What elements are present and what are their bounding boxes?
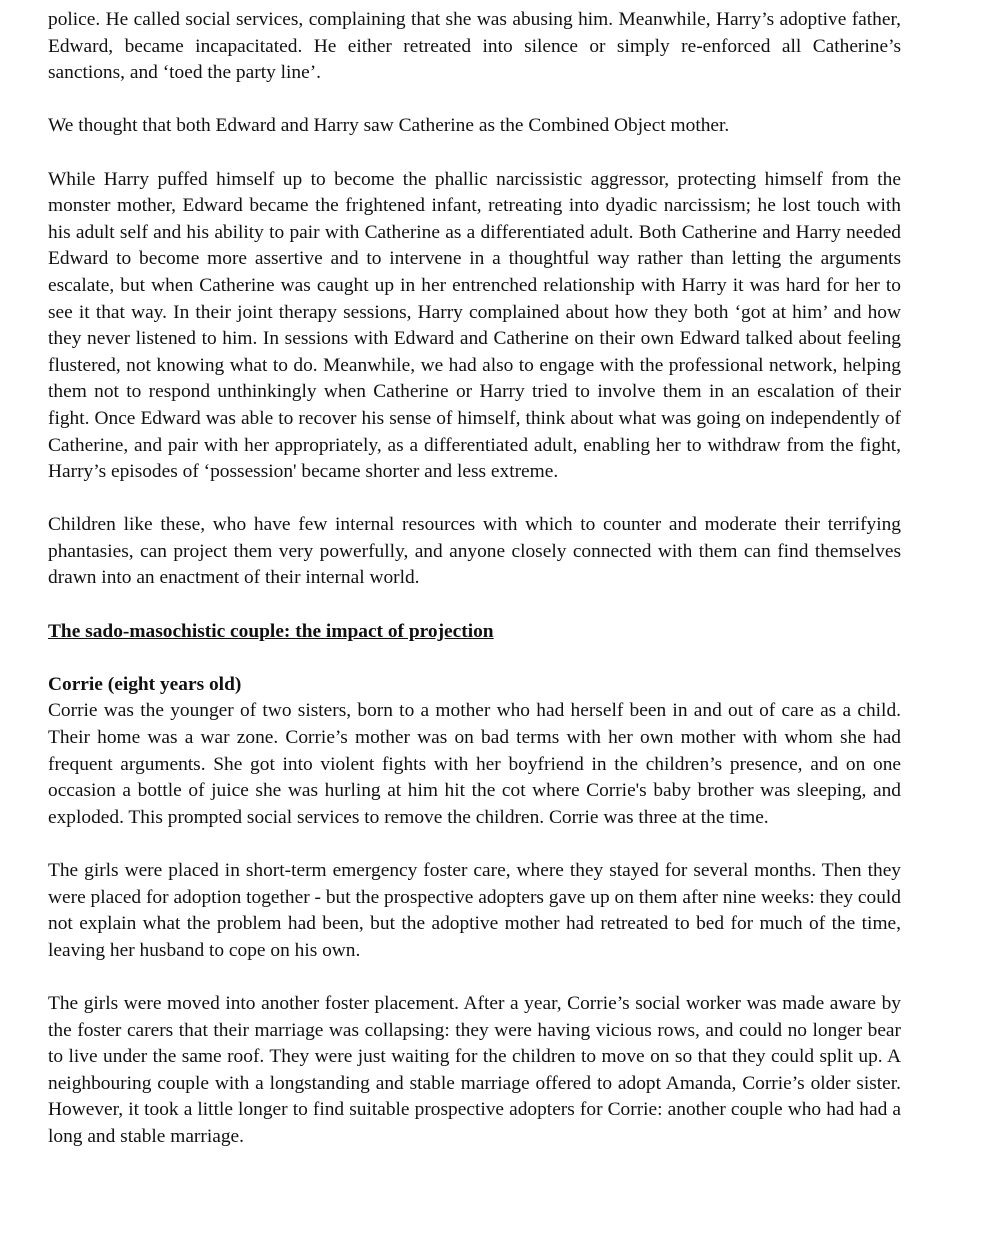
case-heading: Corrie (eight years old) xyxy=(48,673,242,695)
paragraph-children-projection: Children like these, who have few internal resources with which to counter and moderate their terrifying phantasies, can project them very powerfully, and anyone closely connected with them can find themselves drawn into an enactment of their internal world. xyxy=(48,514,901,589)
paragraph-police-complaint: police. He called social services, complaining that she was abusing him. Meanwhile, Harry’s adoptive father, Edward, became incapacitated. He either retreated into silence or simply re-enforced all Catherine’s sanctions, and ‘toed the party line’. xyxy=(48,9,901,84)
paragraph-foster-placement: The girls were moved into another foster placement. After a year, Corrie’s social worker was made aware by the foster carers that their marriage was collapsing: they were having vicious rows, and could no longer bear to live under the same roof. They were just waiting for the children to move on so that they could split up. A neighbouring couple with a longstanding and stable marriage offered to adopt Amanda, Corrie’s older sister. However, it took a little longer to find suitable prospective adopters for Corrie: another couple who had had a long and stable marriage. xyxy=(48,992,901,1147)
paragraph-edward-harry-dynamics: While Harry puffed himself up to become the phallic narcissistic aggressor, protecting himself from the monster mother, Edward became the frightened infant, retreating into dyadic narcissism; he lost touch with his adult self and his ability to pair with Catherine as a differentiated adult. Both Catherine and Harry needed Edward to become more assertive and to intervene in a thoughtful way rather than letting the arguments escalate, but when Catherine was caught up in her entrenched relationship with Harry it was hard for her to see it that way. In their joint therapy sessions, Harry complained about how they both ‘got at him’ and how they never listened to him. In sessions with Edward and Catherine on their own Edward talked about feeling flustered, not knowing what to do. Meanwhile, we had also to engage with the professional network, helping them not to respond unthinkingly when Catherine or Harry tried to involve them in an escalation of their fight. Once Edward was able to recover his sense of himself, think about what was going on independently of Catherine, and pair with her appropriately, as a differentiated adult, enabling her to withdraw from the fight, Harry’s episodes of ‘possession' became shorter and less extreme. xyxy=(48,168,901,483)
paragraph-combined-object: We thought that both Edward and Harry saw Catherine as the Combined Object mother. xyxy=(48,115,730,137)
paragraph-foster-care: The girls were placed in short-term emergency foster care, where they stayed for several months. Then they were placed for adoption together - but the prospective adopters gave up on them after nine weeks: they could not explain what the problem had been, but the adoptive mother had retreated to bed for much of the time, leaving her husband to cope on his own. xyxy=(48,860,901,961)
document-page xyxy=(48,7,901,1151)
paragraph-corrie-background: Corrie was the younger of two sisters, born to a mother who had herself been in and out of care as a child. Their home was a war zone. Corrie’s mother was on bad terms with her own mother with whom she had frequent arguments. She got into violent fights with her boyfriend in the children’s presence, and on one occasion a bottle of juice she was hurling at him hit the cot where Corrie's baby brother was sleeping, and exploded. This prompted social services to remove the children. Corrie was three at the time. xyxy=(48,700,901,828)
section-heading: The sado-masochistic couple: the impact of projection xyxy=(48,620,494,642)
